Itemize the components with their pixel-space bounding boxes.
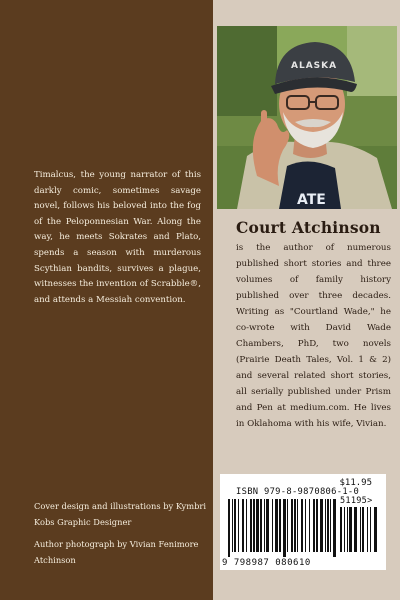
- credits: [34, 498, 209, 568]
- author-photo-image: [217, 26, 397, 209]
- barcode-digits: 9 798987 080610: [222, 558, 311, 568]
- price-label: $11.95: [339, 478, 372, 488]
- barcode-addon-digits: 51195>: [340, 496, 373, 506]
- barcode-bars-main: [228, 499, 336, 557]
- author-bio: is the author of numerous published short stories and three volumes of family history published over three decades. Writing as "Courtland Wade," he co-wrote with David Wade Chambers, PhD, two novels (Prairie Death Tales, Vol. 1 & 2) and several related short stories, all serially published under Prism and Pen at medium.com. He lives in Oklahoma with his wife, Vivian.: [236, 243, 391, 429]
- book-blurb: Timalcus, the young narrator of this darkly comic, sometimes savage novel, follows his beloved into the fog of the Peloponnesian War. Along the way, he meets Sokrates and Plato, spends a season with murderous Scythian bandits, survives a plague, witnesses the invention of Scrabble®, and attends a Messiah convention.: [34, 170, 201, 305]
- author-name: Court Atchinson: [236, 218, 381, 237]
- cap-lettering: ALASKA: [291, 61, 338, 71]
- author-photo: [217, 26, 397, 209]
- author-photo-credit: Author photograph by Vivian Fenimore Atchinson: [34, 539, 199, 565]
- cover-design-credit: Cover design and illustrations by Kymbri Kobs Graphic Designer: [34, 501, 207, 527]
- barcode-bars-addon: [340, 507, 378, 557]
- svg-text:ATE: ATE: [297, 192, 326, 208]
- isbn-barcode: [220, 474, 386, 570]
- isbn-text: ISBN 979-8-9870806-1-0: [236, 487, 360, 497]
